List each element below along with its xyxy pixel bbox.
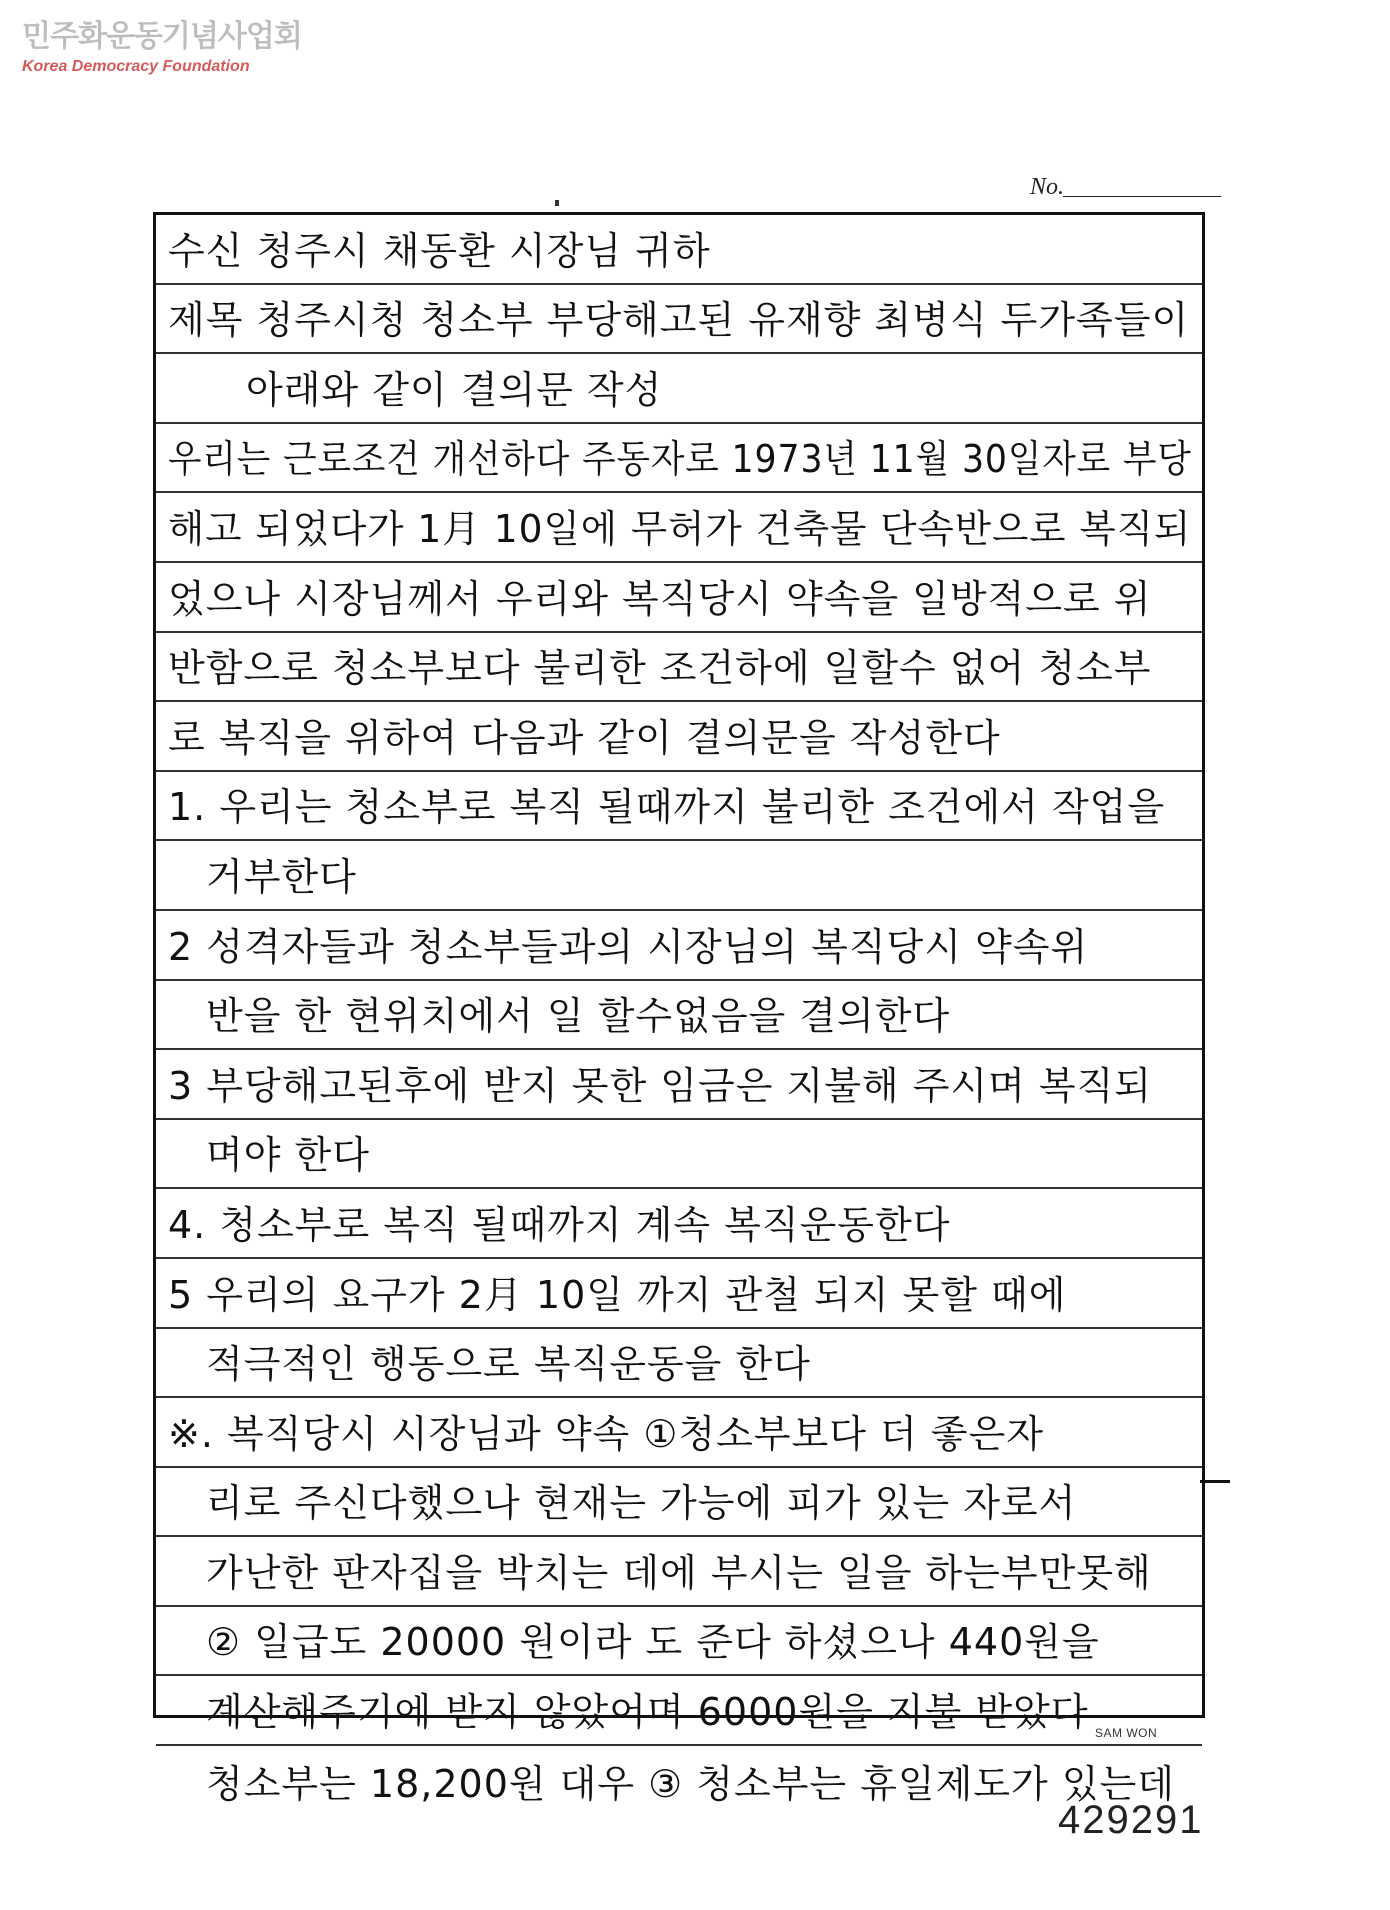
manuscript-row — [156, 354, 1202, 424]
number-underline — [1063, 196, 1221, 197]
manuscript-line: 거부한다 — [206, 854, 357, 899]
manuscript-row — [156, 215, 1202, 285]
manuscript-line: 계산해주기에 받지 않았어며 6000원을 지불 받았다 — [206, 1690, 1089, 1735]
manuscript-line: 우리는 근로조건 개선하다 주동자로 1973년 11월 30일자로 부당 — [168, 437, 1192, 482]
manuscript-row — [156, 1537, 1202, 1607]
manuscript-row — [156, 1259, 1202, 1329]
manuscript-row — [156, 911, 1202, 981]
manuscript-row — [156, 1607, 1202, 1677]
manuscript-line: 적극적인 행동으로 복직운동을 한다 — [206, 1342, 811, 1387]
manuscript-line: 반함으로 청소부보다 불리한 조건하에 일할수 없어 청소부 — [168, 646, 1152, 691]
manuscript-line: 제목 청주시청 청소부 부당해고된 유재향 최병식 두가족들이 — [168, 298, 1190, 343]
overflow-stroke — [1200, 1480, 1230, 1483]
manuscript-line: 며야 한다 — [206, 1133, 370, 1178]
manuscript-line: 아래와 같이 결의문 작성 — [246, 367, 663, 412]
ink-dot — [555, 200, 559, 206]
manuscript-row — [156, 841, 1202, 911]
manuscript-row — [156, 981, 1202, 1051]
manuscript-line: 4. 청소부로 복직 될때까지 계속 복직운동한다 — [168, 1202, 951, 1247]
document-number: 429291 — [1058, 1798, 1204, 1842]
manuscript-line: 5 우리의 요구가 2月 10일 까지 관철 되지 못할 때에 — [168, 1272, 1067, 1317]
watermark-korean: 민주화운동기념사업회 — [22, 19, 302, 54]
manuscript-line: ② 일급도 20000 원이라 도 준다 하셨으나 440원을 — [206, 1620, 1100, 1665]
manuscript-line: 1. 우리는 청소부로 복직 될때까지 불리한 조건에서 작업을 — [168, 785, 1166, 830]
manuscript-row — [156, 772, 1202, 842]
manuscript-row — [156, 1398, 1202, 1468]
manuscript-row — [156, 424, 1202, 494]
manuscript-row — [156, 285, 1202, 355]
manuscript-line: 2 성격자들과 청소부들과의 시장님의 복직당시 약속위 — [168, 924, 1089, 969]
manuscript-line: 청소부는 18,200원 대우 ③ 청소부는 휴일제도가 있는데 — [206, 1761, 1175, 1806]
manuscript-line: 해고 되었다가 1月 10일에 무허가 건축물 단속반으로 복직되 — [168, 506, 1192, 551]
manuscript-row — [156, 1329, 1202, 1399]
watermark-english: Korea Democracy Foundation — [22, 58, 250, 75]
manuscript-row — [156, 633, 1202, 703]
manuscript-line: 로 복직을 위하여 다음과 같이 결의문을 작성한다 — [168, 715, 1001, 760]
foundation-watermark — [22, 20, 302, 76]
manuscript-row — [156, 1120, 1202, 1190]
manuscript-line: 었으나 시장님께서 우리와 복직당시 약속을 일방적으로 위 — [168, 576, 1152, 621]
manuscript-line: 가난한 판자집을 박치는 데에 부시는 일을 하는부만못해 — [206, 1550, 1152, 1595]
manuscript-row — [156, 1676, 1202, 1746]
manuscript-line: 반을 한 현위치에서 일 할수없음을 결의한다 — [206, 994, 951, 1039]
manuscript-row — [156, 1189, 1202, 1259]
manuscript-row — [156, 563, 1202, 633]
manuscript-row — [156, 1746, 1202, 1816]
manuscript-row — [156, 1468, 1202, 1538]
manuscript-row — [156, 493, 1202, 563]
printer-mark: SAM WON — [1095, 1726, 1158, 1740]
manuscript-row — [156, 702, 1202, 772]
manuscript-line: 3 부당해고된후에 받지 못한 임금은 지불해 주시며 복직되 — [168, 1063, 1153, 1108]
manuscript-line: 수신 청주시 채동환 시장님 귀하 — [168, 228, 711, 273]
manuscript-row — [156, 1050, 1202, 1120]
manuscript-line: ※. 복직당시 시장님과 약속 ①청소부보다 더 좋은자 — [168, 1411, 1044, 1456]
number-label: No. — [1030, 174, 1065, 200]
manuscript-line: 리로 주신다했으나 현재는 가능에 피가 있는 자로서 — [206, 1481, 1077, 1526]
